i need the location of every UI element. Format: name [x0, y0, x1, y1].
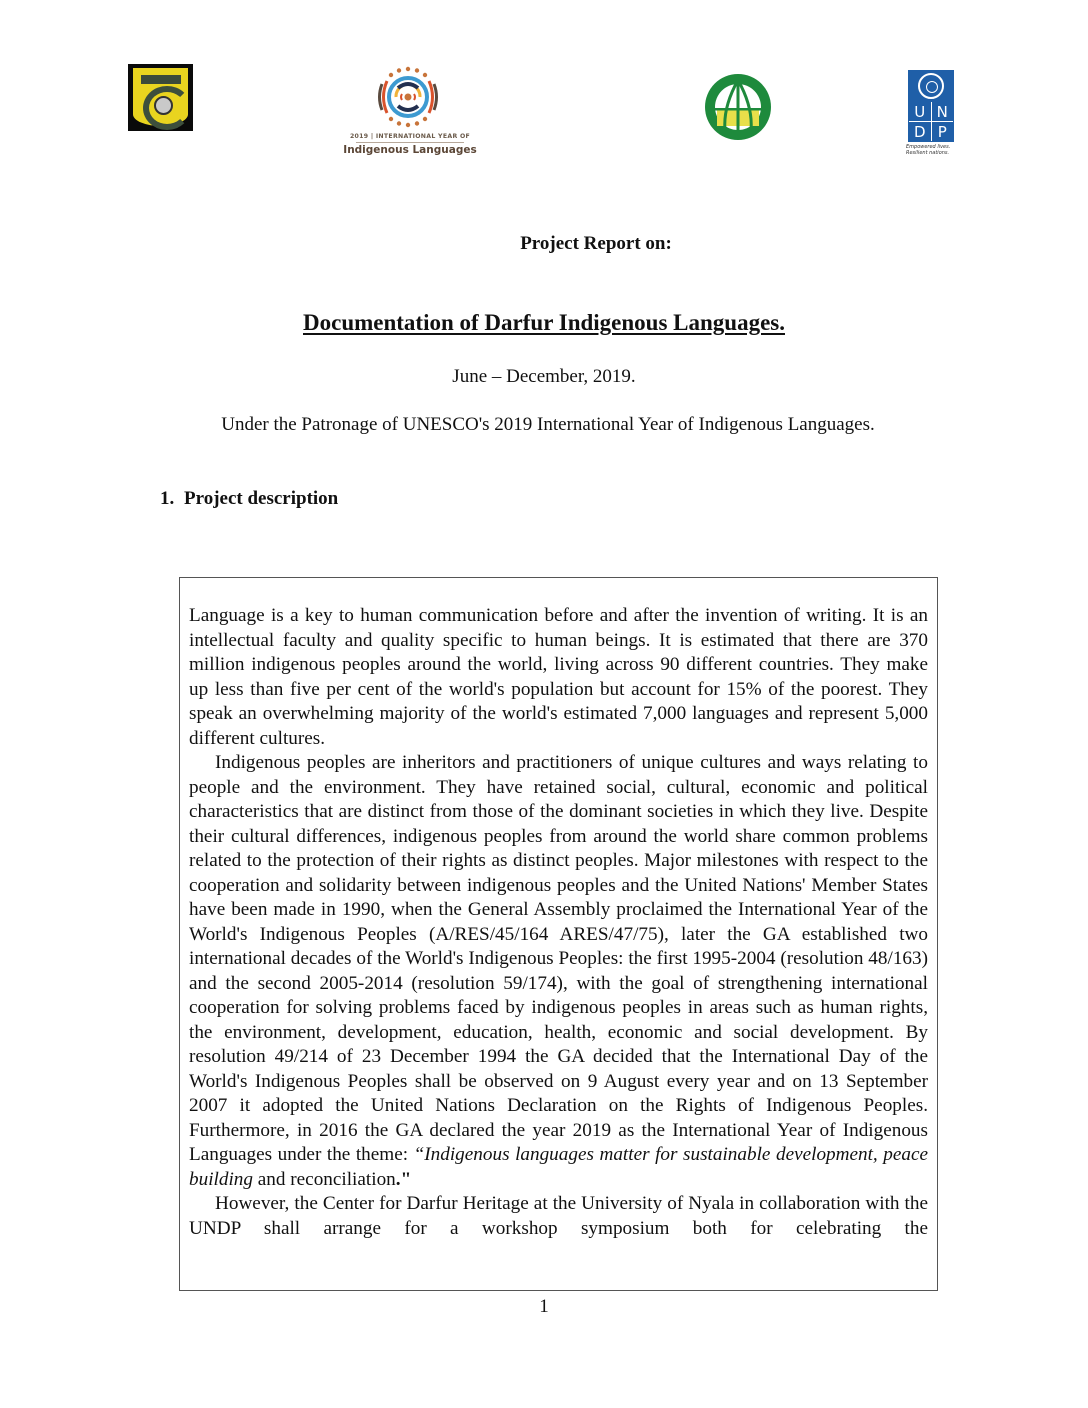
paragraph: However, the Center for Darfur Heritage at the University of Nyala in collaboration with the UNDP shall arrange for a workshop symposium both for celebrating the: [189, 1193, 928, 1239]
report-label: Project Report on:: [520, 233, 672, 254]
paragraph: Indigenous peoples are inheritors and practitioners of unique cultures and ways relating to people and the environment. They have retained social, cultural, economic and political characteristics that are distinct from those of the dominant societies in which they live. Despite their cultural differences, indigenous peoples from around the world share common problems related to the protection of their rights as distinct peoples. Major milestones with respect to the cooperation and solidarity between indigenous peoples and the United Nations' Member States have been made in 1990, when the General Assembly proclaimed the International Year of the World's Indigenous Peoples (A/RES/45/164 ARES/47/75), later the GA established two international decades of the World's Indigenous Peoples: the first 1995-2004 (resolution 48/163) and the second 2005-2014 (resolution 59/174), with the goal of strengthening international cooperation for solving problems faced by indigenous peoples in areas such as human rights, the environment, development, education, health, economic and social development. By resolution 49/214 of 23 December 1994 the GA decided that the International Day of the World's Indigenous Peoples shall be observed on 9 August every year and on 13 September 2007 it adopted the United Nations Declaration on the Rights of Indigenous Peoples. Furthermore, in 2016 the GA declared the year 2019 as the International Year of Indigenous Languages under the theme: “Indigenous languages matter for sustainable development, peace building and reconciliation.": [189, 752, 928, 1190]
university-logo: [128, 64, 193, 131]
undp-logo: [908, 70, 960, 160]
section-heading: [160, 488, 338, 510]
theme-quote: “Indigenous languages matter for sustainable development, peace building: [189, 1144, 928, 1190]
undp-letter: U: [909, 102, 931, 121]
paragraph: Language is a key to human communication before and after the invention of writing. It is an intellectual faculty and quality specific to human beings. It is estimated that there are 370 million indigenous peoples around the world, living across 90 different countries. They make up less than five per cent of the world's population but account for 15% of the poorest. They speak an overwhelming majority of the world's estimated 7,000 languages and represent 5,000 different cultures.: [189, 605, 928, 749]
darfur-heritage-logo: [703, 72, 773, 142]
undp-letter: D: [909, 122, 931, 141]
document-title: Documentation of Darfur Indigenous Languages.: [303, 310, 785, 335]
iyil-caption-year: 2019 | INTERNATIONAL YEAR OF: [340, 133, 480, 143]
iyil-logo: [340, 66, 480, 162]
undp-letter: N: [932, 102, 954, 121]
shield-icon: [133, 68, 188, 126]
un-emblem-icon: [918, 73, 944, 99]
project-description-box: [179, 577, 938, 1291]
page-number: 1: [539, 1296, 549, 1317]
iyil-emblem-icon: [376, 66, 440, 128]
globe-icon: [154, 96, 173, 115]
undp-tagline: Empowered lives. Resilient nations.: [906, 144, 951, 156]
section-number: 1.: [160, 488, 175, 509]
heritage-emblem-icon: [703, 72, 773, 142]
project-dates: June – December, 2019.: [452, 366, 636, 387]
patronage-line: Under the Patronage of UNESCO's 2019 International Year of Indigenous Languages.: [221, 414, 875, 435]
undp-letter: P: [932, 122, 954, 141]
section-title: Project description: [184, 488, 339, 509]
iyil-caption-name: Indigenous Languages: [343, 144, 477, 156]
